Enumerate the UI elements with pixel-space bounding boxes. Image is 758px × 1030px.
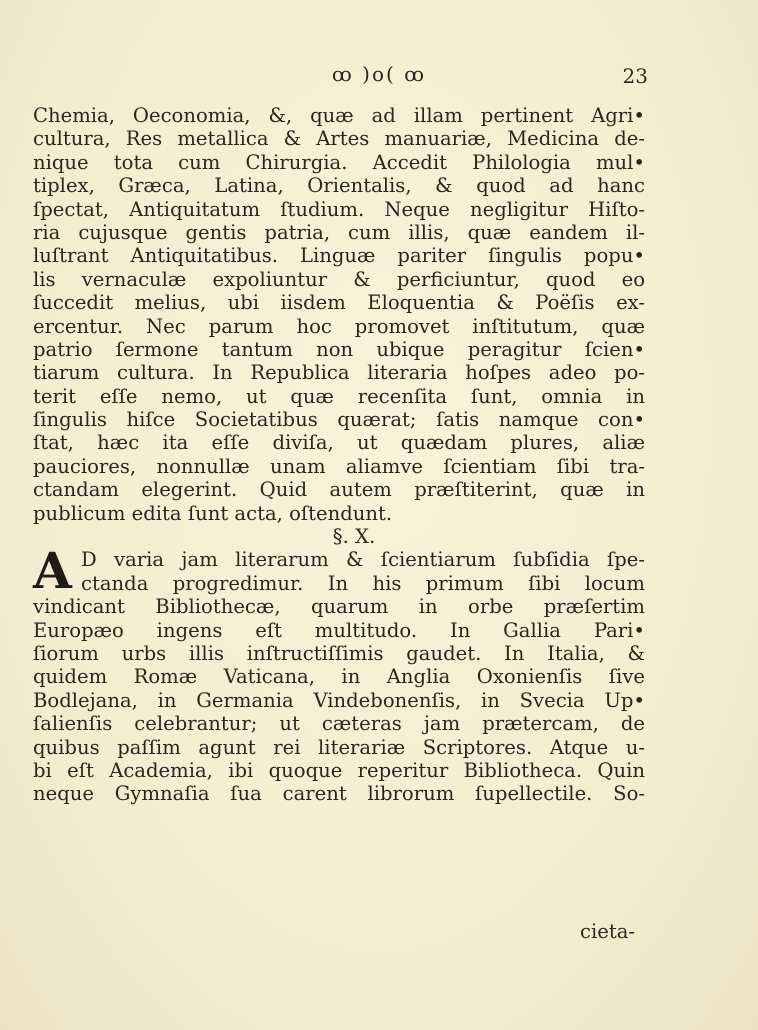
- text-line: quibus paſſim agunt rei literariæ Scriptores. Atque u-: [33, 735, 645, 759]
- text-line: luſtrant Antiquitatibus. Linguæ pariter ſingulis popu•: [33, 244, 645, 268]
- text-line: ſuccedit melius, ubi iisdem Eloquentia & Poëſis ex-: [33, 291, 645, 315]
- body-text: [33, 104, 645, 806]
- catchword: cieta-: [580, 920, 636, 943]
- text-line: terit eſſe nemo, ut quæ recenſita ſunt, omnia in: [33, 384, 645, 408]
- text-line: lis vernaculæ expoliuntur & perficiuntur, quod eo: [33, 267, 645, 291]
- text-line: neque Gymnaſia ſua carent librorum ſupellectile. So-: [33, 782, 645, 806]
- text-line: patrio ſermone tantum non ubique peragitur ſcien•: [33, 337, 645, 361]
- section-heading: §. X.: [332, 525, 376, 549]
- header-ornament: ꝏ )o( ꝏ: [331, 62, 427, 86]
- text-line: ſingulis hiſce Societatibus quærat; ſatis namque con•: [33, 408, 645, 432]
- text-line: bi eſt Academia, ibi quoque reperitur Bibliotheca. Quin: [33, 758, 645, 782]
- page-number: 23: [622, 64, 648, 88]
- text-line: ſalienſis celebrantur; ut cæteras jam prætercam, de: [33, 712, 645, 736]
- text-line: ſiorum urbs illis inſtructiſſimis gaudet. In Italia, &: [33, 641, 645, 665]
- text-line: Europæo ingens eſt multitudo. In Gallia Pari•: [33, 618, 645, 642]
- text-line: vindicant Bibliothecæ, quarum in orbe præſertim: [33, 595, 645, 619]
- text-line: ria cujusque gentis patria, cum illis, quæ eandem il-: [33, 220, 645, 244]
- text-line: ſtat, hæc ita eſſe diviſa, ut quædam plures, aliæ: [33, 431, 645, 455]
- text-line: Bodlejana, in Germania Vindebonenſis, in Svecia Up•: [33, 688, 645, 712]
- paragraph-after: [33, 541, 645, 806]
- text-line: nique tota cum Chirurgia. Accedit Philologia mul•: [33, 150, 645, 174]
- text-line: publicum edita ſunt acta, oſtendunt.: [33, 501, 393, 525]
- text-line: quidem Romæ Vaticana, in Anglia Oxonienſis ſive: [33, 665, 645, 689]
- text-line: ctanda progredimur. In his primum ſibi locum: [81, 571, 645, 595]
- text-line: cultura, Res metallica & Artes manuariæ, Medicina de-: [33, 127, 645, 151]
- text-line: pauciores, nonnullæ unam aliamve ſcientiam ſibi tra-: [33, 454, 645, 478]
- drop-cap: A: [33, 541, 72, 601]
- paragraph-before: [33, 104, 645, 525]
- text-line: ctandam elegerint. Quid autem præſtiterint, quæ in: [33, 478, 645, 502]
- text-line: tiplex, Græca, Latina, Orientalis, & quod ad hanc: [33, 174, 645, 198]
- text-line: ſpectat, Antiquitatum ſtudium. Neque negligitur Hiſto-: [33, 197, 645, 221]
- text-line: tiarum cultura. In Republica literaria hoſpes adeo po-: [33, 361, 645, 385]
- text-line: D varia jam literarum & ſcientiarum ſubſidia ſpe-: [81, 548, 645, 572]
- text-line: Chemia, Oeconomia, &, quæ ad illam pertinent Agri•: [33, 104, 645, 127]
- page-header: [0, 62, 758, 92]
- text-line: ercentur. Nec parum hoc promovet inſtitutum, quæ: [33, 314, 645, 338]
